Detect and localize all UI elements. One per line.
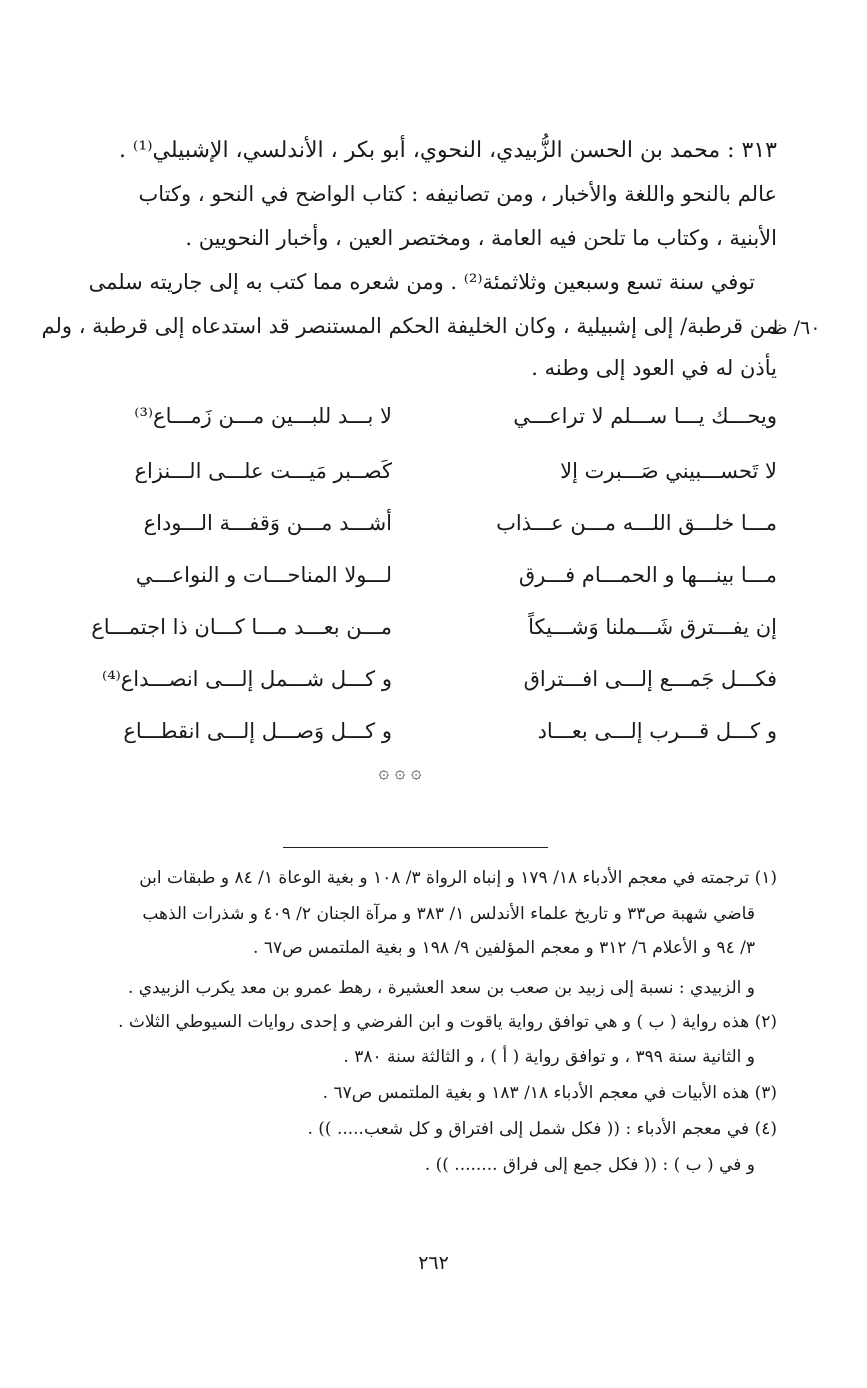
poem-hemistich-second: أشـــد مـــن وَقفـــة الـــوداع — [143, 511, 392, 535]
paragraph-line: يأذن له في العود إلى وطنه . — [531, 356, 777, 380]
poem-hemistich-first: مـــا خلـــق اللـــه مـــن عـــذاب — [496, 511, 777, 535]
poem-hemistich-first: لا تَحســـبيني صَـــبرت إلا — [560, 459, 777, 483]
footnote-line: (١) ترجمته في معجم الأدباء ١٨/ ١٧٩ و إنباه الرواة ٣/ ١٠٨ و بغية الوعاة ١/ ٨٤ و طبقات ابن — [139, 868, 777, 888]
poem-hemistich-second: و كـــل وَصـــل إلـــى انقطـــاع — [123, 719, 392, 743]
poem-hemistich-second: لا بـــد للبـــين مـــن زَمـــاع⁽³⁾ — [134, 404, 392, 428]
footnote-line: (٤) في معجم الأدباء : (( فكل شمل إلى افتراق و كل شعب..... )) . — [307, 1119, 777, 1139]
margin-folio-note: ٦٠/ ظ — [770, 317, 821, 339]
footnote-line: قاضي شهبة ص٣٣ و تاريخ علماء الأندلس ١/ ٣٨٣ و مرآة الجنان ٢/ ٤٠٩ و شذرات الذهب — [142, 904, 755, 924]
page-number: ٢٦٢ — [418, 1252, 449, 1274]
section-ornament: ۞ ۞ ۞ — [378, 762, 422, 783]
paragraph-line: عالم بالنحو واللغة والأخبار ، ومن تصانيفه : كتاب الواضح في النحو ، وكتاب — [138, 182, 777, 206]
poem-hemistich-first: فكـــل جَمـــع إلـــى افـــتراق — [523, 667, 777, 691]
poem-hemistich-first: و كـــل قـــرب إلـــى بعـــاد — [537, 719, 777, 743]
poem-hemistich-first: مـــا بينـــها و الحمـــام فـــرق — [518, 563, 777, 587]
paragraph-line: توفي سنة تسع وسبعين وثلاثمئة⁽²⁾ . ومن شعره مما كتب به إلى جاريته سلمى — [88, 270, 755, 294]
paragraph-line: من قرطبة/ إلى إشبيلية ، وكان الخليفة الحكم المستنصر قد استدعاه إلى قرطبة ، ولم — [41, 314, 777, 338]
poem-hemistich-second: كَصــبر مَيـــت علـــى الـــنزاع — [134, 459, 392, 483]
footnote-line: و في ( ب ) : (( فكل جمع إلى فراق ........ )) . — [424, 1155, 755, 1175]
poem-hemistich-second: لـــولا المناحـــات و النواعـــي — [135, 563, 392, 587]
footnote-divider — [283, 847, 548, 848]
entry-title: ٣١٣ : محمد بن الحسن الزُّبيدي، النحوي، أبو بكر ، الأندلسي، الإشبيلي⁽¹⁾ . — [118, 138, 777, 163]
footnote-line: و الثانية سنة ٣٩٩ ، و توافق رواية ( أ ) ، و الثالثة سنة ٣٨٠ . — [343, 1047, 755, 1067]
footnote-line: (٢) هذه رواية ( ب ) و هي توافق رواية ياقوت و ابن الفرضي و إحدى روايات السيوطي الثلاث . — [118, 1012, 777, 1032]
footnote-line: ٣/ ٩٤ و الأعلام ٦/ ٣١٢ و معجم المؤلفين ٩/ ١٩٨ و بغية الملتمس ص٦٧ . — [253, 938, 755, 958]
poem-hemistich-first: إن يفـــترق شَـــملنا وَشـــيكاً — [528, 615, 777, 639]
poem-hemistich-second: و كـــل شـــمل إلـــى انصـــداع⁽⁴⁾ — [102, 667, 392, 691]
footnote-line: و الزبيدي : نسبة إلى زبيد بن صعب بن سعد العشيرة ، رهط عمرو بن معد يكرب الزبيدي . — [127, 978, 755, 998]
poem-hemistich-first: ويحـــك يـــا ســـلم لا تراعـــي — [513, 404, 777, 428]
paragraph-line: الأبنية ، وكتاب ما تلحن فيه العامة ، ومختصر العين ، وأخبار النحويين . — [185, 226, 777, 250]
footnote-line: (٣) هذه الأبيات في معجم الأدباء ١٨/ ١٨٣ و بغية الملتمس ص٦٧ . — [322, 1083, 777, 1103]
poem-hemistich-second: مـــن بعـــد مـــا كـــان ذا اجتمـــاع — [91, 615, 392, 639]
